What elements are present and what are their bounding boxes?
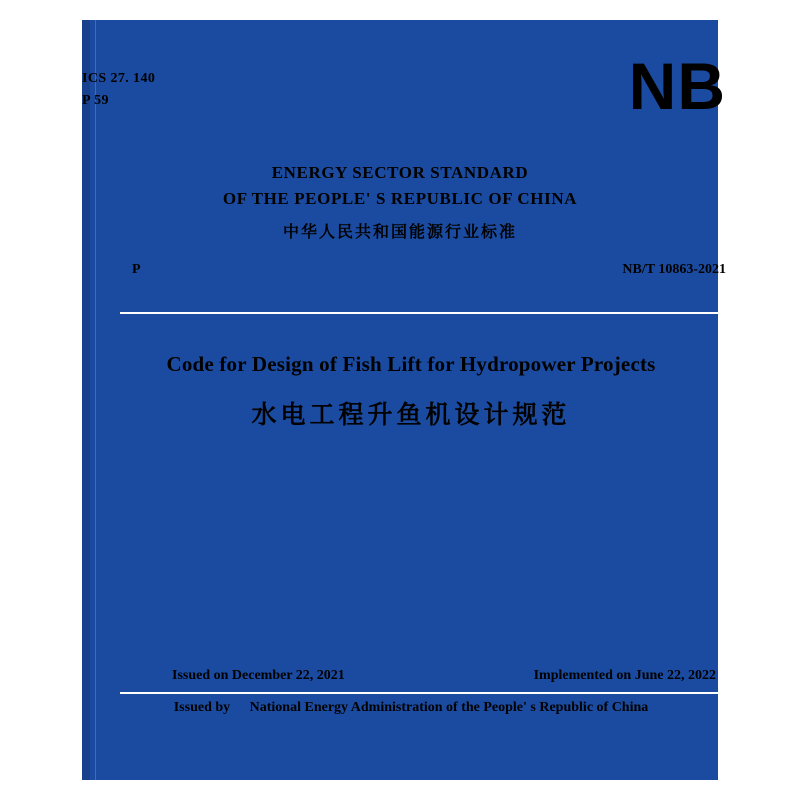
divider-top [120, 312, 726, 314]
ics-block [82, 68, 155, 111]
issuer-name: National Energy Administration of the People' s Republic of China [249, 700, 649, 715]
standard-line-1: ENERGY SECTOR STANDARD [271, 163, 529, 182]
issuer-row [96, 700, 726, 716]
issued-by-label: Issued by [173, 700, 231, 715]
classification-code: P [132, 262, 141, 277]
dates-row [120, 668, 726, 684]
issued-date: Issued on December 22, 2021 [172, 668, 345, 683]
document-title-block [96, 352, 726, 431]
ics-code: ICS 27. 140 [82, 71, 156, 86]
title-english: Code for Design of Fish Lift for Hydropower Projects [166, 352, 656, 376]
divider-bottom [120, 692, 726, 694]
standard-number: NB/T 10863-2021 [622, 262, 726, 277]
cover-spine [82, 20, 90, 780]
implemented-date: Implemented on June 22, 2022 [533, 668, 716, 683]
standard-line-chinese: 中华人民共和国能源行业标准 [282, 222, 517, 241]
p-code: P 59 [82, 92, 109, 108]
title-chinese: 水电工程升鱼机设计规范 [251, 400, 571, 429]
standard-authority-block [0, 160, 800, 242]
standard-line-2: OF THE PEOPLE' S REPUBLIC OF CHINA [222, 188, 578, 208]
classification-row [82, 262, 726, 278]
nb-logo: NB [628, 49, 726, 123]
